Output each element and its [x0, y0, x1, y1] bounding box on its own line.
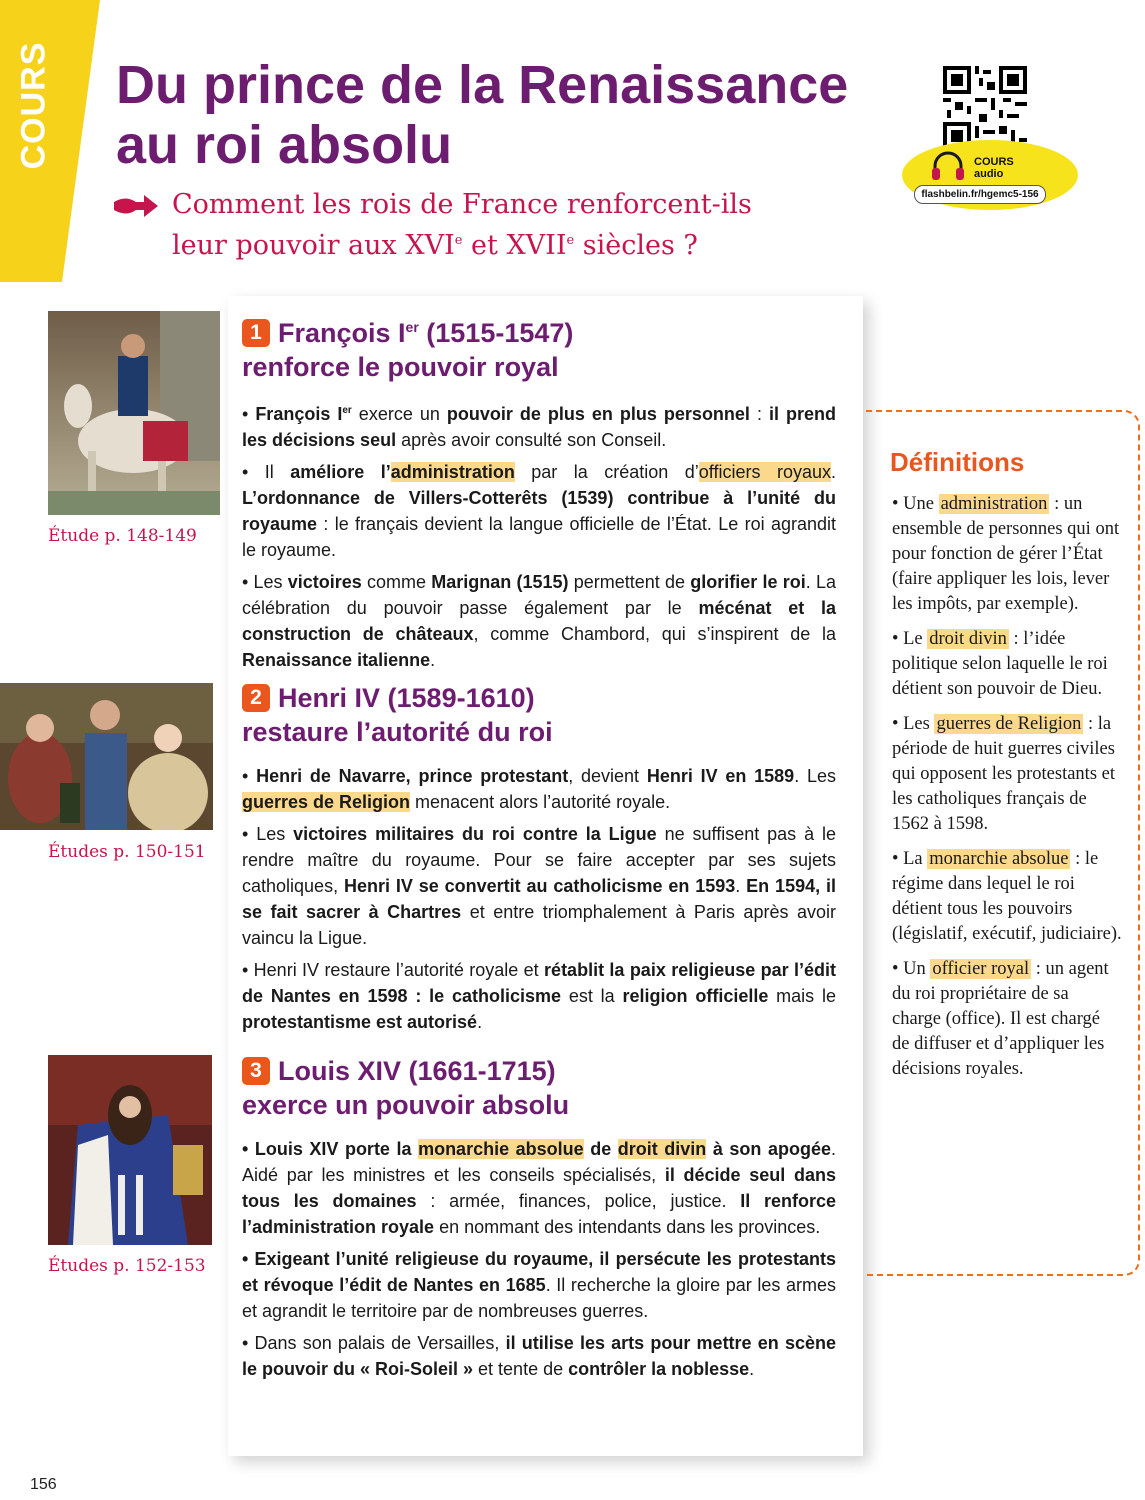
section-3-bullet-1: • Louis XIV porte la monarchie absolue de droit divin à son apogée. Aidé par les ministres et les conseils spécialisés, il décide seul dans tous les domaines : armée, finances, police, justice. Il renforce l’administration royale en nommant des intendants dans les provinces.: [242, 1139, 837, 1237]
term-droit-divin[interactable]: droit divin: [617, 1139, 707, 1159]
section-henri-iv: [242, 681, 836, 1041]
study-reference-3[interactable]: Études p. 152-153: [48, 1256, 206, 1276]
section-1-bullet-2: • Il améliore l’administration par la création d’officiers royaux. L’ordonnance de Villers-Cotterêts (1539) contribue à l’unité du royaume : le français devient la langue officielle de l’État. Le roi agrandit le royaume.: [242, 462, 837, 560]
audio-label: COURS audio: [974, 156, 1014, 180]
section-2-bullet-1: • Henri de Navarre, prince protestant, devient Henri IV en 1589. Les guerres de Religion menacent alors l’autorité royale.: [242, 766, 836, 812]
section-1-heading: 1 François Ier (1515-1547) renforce le pouvoir royal: [242, 318, 574, 382]
definition-administration: • Une administration : un ensemble de personnes qui ont pour fonction de gérer l’État (faire appliquer les lois, lever les impôts, par exemple).: [892, 494, 1120, 614]
study-reference-2[interactable]: Études p. 150-151: [48, 842, 206, 862]
definition-monarchie-absolue: • La monarchie absolue : le régime dans lequel le roi détient tous les pouvoirs (législatif, exécutif, judiciaire).: [892, 849, 1122, 944]
section-3-bullet-3: • Dans son palais de Versailles, il utilise les arts pour mettre en scène le pouvoir du « Roi-Soleil » et tente de contrôler la noblesse.: [242, 1333, 836, 1379]
section-2-heading: 2 Henri IV (1589-1610) restaure l’autorité du roi: [242, 683, 553, 747]
term-administration[interactable]: administration: [390, 462, 515, 482]
section-number-badge: 3: [242, 1057, 270, 1085]
definition-officier-royal: • Un officier royal : un agent du roi propriétaire de sa charge (office). Il est chargé de diffuser et d’appliquer les décisions royales.: [892, 959, 1109, 1079]
audio-link[interactable]: flashbelin.fr/hgemc5-156: [914, 185, 1046, 204]
section-2-bullet-2: • Les victoires militaires du roi contre la Ligue ne suffisent pas à le rendre maître du royaume. Pour se faire accepter par ses sujets catholiques, Henri IV se convertit au catholicisme en 1593. En 1594, il se fait sacrer à Chartres et entre triomphalement à Paris après avoir vaincu la Ligue.: [242, 824, 836, 948]
section-number-badge: 2: [242, 684, 270, 712]
problem-question: Comment les rois de France renforcent-ils leur pouvoir aux XVIe et XVIIe siècles ?: [172, 189, 752, 261]
page-title: Du prince de la Renaissance au roi absolu: [116, 55, 849, 175]
definitions-list: [892, 492, 1122, 1092]
section-3-heading: 3 Louis XIV (1661-1715) exerce un pouvoir absolu: [242, 1056, 570, 1120]
definition-droit-divin: • Le droit divin : l’idée politique selon laquelle le roi détient son pouvoir de Dieu.: [892, 629, 1108, 699]
louis-xiv-portrait-image: [48, 1055, 212, 1245]
page-number: 156: [30, 1476, 57, 1493]
term-monarchie-absolue[interactable]: monarchie absolue: [418, 1139, 584, 1159]
cours-tab-label: COURS: [14, 41, 53, 169]
section-number-badge: 1: [242, 319, 270, 347]
henri-iv-painting-image: [0, 683, 213, 830]
section-3-bullet-2: • Exigeant l’unité religieuse du royaume, il persécute les protestants et révoque l’édit de Nantes en 1685. Il recherche la gloire par les armes et agrandit le territoire par de nombreuses guerres.: [242, 1249, 836, 1321]
section-francois-i: [242, 310, 836, 679]
section-1-bullet-1: • François Ier exerce un pouvoir de plus en plus personnel : il prend les décisions seul après avoir consulté son Conseil.: [242, 404, 836, 450]
definitions-title: Définitions: [890, 447, 1025, 477]
definition-guerres-de-religion: • Les guerres de Religion : la période de huit guerres civiles qui opposent les protestants et les catholiques français de 1562 à 1598.: [892, 714, 1115, 834]
study-reference-1[interactable]: Étude p. 148-149: [48, 526, 197, 546]
section-2-bullet-3: • Henri IV restaure l’autorité royale et rétablit la paix religieuse par l’édit de Nantes en 1598 : le catholicisme est la religion officielle mais le protestantisme est autorisé.: [242, 960, 837, 1032]
arrow-right-icon: [112, 193, 160, 219]
section-louis-xiv: [242, 1054, 836, 1388]
francois-portrait-image: [48, 311, 220, 515]
headphones-icon: [930, 150, 966, 182]
qr-code-icon[interactable]: [943, 66, 1027, 150]
term-guerres-de-religion[interactable]: guerres de Religion: [242, 792, 411, 812]
section-1-bullet-3: • Les victoires comme Marignan (1515) permettent de glorifier le roi. La célébration du pouvoir passe également par le mécénat et la construction de châteaux, comme Chambord, qui s’inspirent de la Renaissance italienne.: [242, 572, 836, 670]
term-officiers-royaux[interactable]: officiers royaux: [698, 462, 831, 482]
